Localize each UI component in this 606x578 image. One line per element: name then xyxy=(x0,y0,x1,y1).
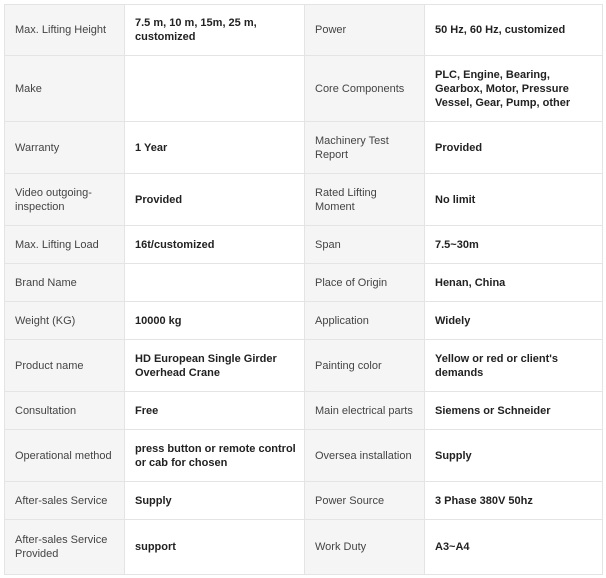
spec-value: HD European Single Girder Overhead Crane xyxy=(125,340,305,392)
table-row xyxy=(5,174,603,226)
spec-value: PLC, Engine, Bearing, Gearbox, Motor, Pressure Vessel, Gear, Pump, other xyxy=(425,56,603,122)
spec-label: Warranty xyxy=(5,122,125,174)
spec-label: Max. Lifting Height xyxy=(5,5,125,56)
spec-value: support xyxy=(125,520,305,575)
spec-label: Max. Lifting Load xyxy=(5,226,125,264)
spec-value: 1 Year xyxy=(125,122,305,174)
table-row xyxy=(5,302,603,340)
table-row xyxy=(5,122,603,174)
spec-label: Video outgoing-inspection xyxy=(5,174,125,226)
spec-value: No limit xyxy=(425,174,603,226)
table-row xyxy=(5,264,603,302)
spec-value: Yellow or red or client's demands xyxy=(425,340,603,392)
spec-label: Place of Origin xyxy=(305,264,425,302)
spec-value: Henan, China xyxy=(425,264,603,302)
table-row xyxy=(5,520,603,575)
spec-label: Application xyxy=(305,302,425,340)
table-row xyxy=(5,392,603,430)
spec-label: Span xyxy=(305,226,425,264)
table-row xyxy=(5,5,603,56)
spec-value: Widely xyxy=(425,302,603,340)
spec-label: Consultation xyxy=(5,392,125,430)
spec-value: Supply xyxy=(125,482,305,520)
spec-label: Weight (KG) xyxy=(5,302,125,340)
table-row xyxy=(5,226,603,264)
spec-value: Provided xyxy=(425,122,603,174)
spec-label: Oversea installation xyxy=(305,430,425,482)
table-row xyxy=(5,340,603,392)
spec-value: Siemens or Schneider xyxy=(425,392,603,430)
spec-value: press button or remote control or cab for chosen xyxy=(125,430,305,482)
spec-value xyxy=(125,56,305,122)
spec-label: Work Duty xyxy=(305,520,425,575)
spec-label: After-sales Service Provided xyxy=(5,520,125,575)
spec-value xyxy=(125,264,305,302)
spec-label: Painting color xyxy=(305,340,425,392)
spec-label: Power xyxy=(305,5,425,56)
spec-label: After-sales Service xyxy=(5,482,125,520)
spec-value: 10000 kg xyxy=(125,302,305,340)
spec-value: 3 Phase 380V 50hz xyxy=(425,482,603,520)
spec-value: 16t/customized xyxy=(125,226,305,264)
spec-value: 7.5 m, 10 m, 15m, 25 m, customized xyxy=(125,5,305,56)
spec-value: 50 Hz, 60 Hz, customized xyxy=(425,5,603,56)
spec-label: Operational method xyxy=(5,430,125,482)
table-row xyxy=(5,482,603,520)
spec-label: Main electrical parts xyxy=(305,392,425,430)
spec-label: Power Source xyxy=(305,482,425,520)
spec-label: Core Components xyxy=(305,56,425,122)
table-row xyxy=(5,430,603,482)
specification-table-body xyxy=(5,5,603,575)
spec-value: A3~A4 xyxy=(425,520,603,575)
spec-value: Supply xyxy=(425,430,603,482)
spec-label: Brand Name xyxy=(5,264,125,302)
spec-label: Machinery Test Report xyxy=(305,122,425,174)
spec-label: Rated Lifting Moment xyxy=(305,174,425,226)
specification-table xyxy=(4,4,603,575)
spec-value: Provided xyxy=(125,174,305,226)
spec-label: Make xyxy=(5,56,125,122)
spec-value: 7.5~30m xyxy=(425,226,603,264)
spec-label: Product name xyxy=(5,340,125,392)
spec-value: Free xyxy=(125,392,305,430)
table-row xyxy=(5,56,603,122)
